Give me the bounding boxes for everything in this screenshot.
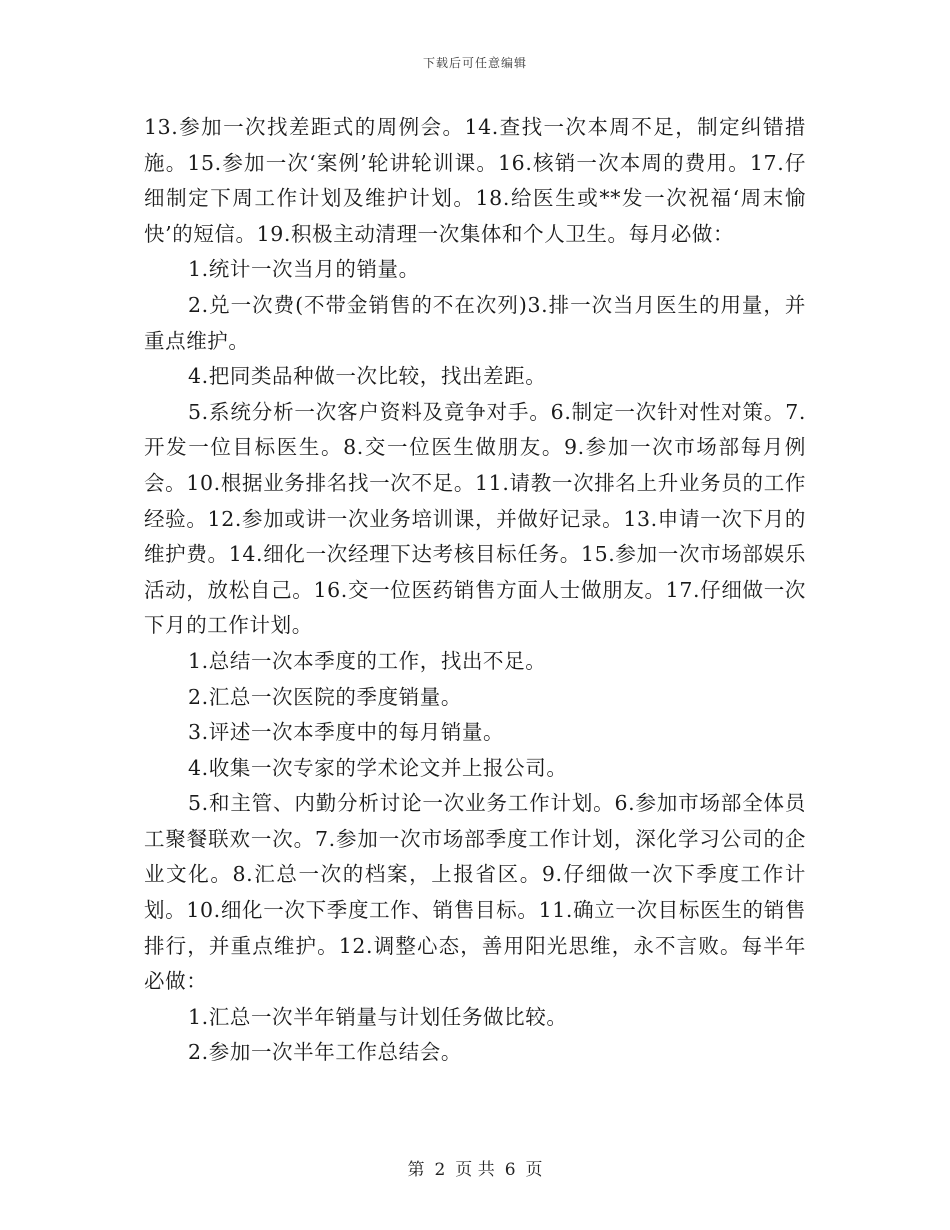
paragraph-quarterly-4: 4.收集一次专家的学术论文并上报公司。 bbox=[188, 755, 568, 780]
paragraph-halfyear-2: 2.参加一次半年工作总结会。 bbox=[188, 1040, 462, 1065]
paragraph-monthly-2: 2.兑一次费(不带金销售的不在次列)3.排一次当月医生的用量，并重点维护。 bbox=[144, 292, 806, 353]
page-footer bbox=[0, 1155, 950, 1180]
paragraph-weekly-tasks: 13.参加一次找差距式的周例会。14.查找一次本周不足，制定纠错措施。15.参加一次‘案例’轮讲轮训课。16.核销一次本周的费用。17.仔细制定下周工作计划及维护计划。18.给医生或**发一次祝福‘周末愉快’的短信。19.积极主动清理一次集体和个人卫生。每月必做： bbox=[144, 115, 806, 246]
paragraph-halfyear-1: 1.汇总一次半年销量与计划任务做比较。 bbox=[188, 1004, 568, 1029]
page-header: 下载后可任意编辑 bbox=[422, 56, 527, 70]
footer-suffix: 页 bbox=[525, 1160, 543, 1180]
paragraph-monthly-1: 1.统计一次当月的销量。 bbox=[188, 257, 420, 282]
paragraph-quarterly-1: 1.总结一次本季度的工作，找出不足。 bbox=[188, 648, 547, 673]
total-pages-number: 6 bbox=[504, 1160, 516, 1180]
paragraph-quarterly-3: 3.评述一次本季度中的每月销量。 bbox=[188, 720, 505, 745]
paragraph-quarterly-5: 5.和主管、内勤分析讨论一次业务工作计划。6.参加市场部全体员工聚餐联欢一次。7.参加一次市场部季度工作计划，深化学习公司的企业文化。8.汇总一次的档案，上报省区。9.仔细做一次下季度工作计划。10.细化一次下季度工作、销售目标。11.确立一次目标医生的销售排行，并重点维护。12.调整心态，善用阳光思维，永不言败。每半年必做： bbox=[144, 791, 806, 994]
footer-middle: 页 共 bbox=[455, 1160, 495, 1180]
paragraph-monthly-4: 4.把同类品种做一次比较，找出差距。 bbox=[188, 364, 547, 389]
footer-prefix: 第 bbox=[407, 1160, 425, 1180]
document-body bbox=[144, 110, 806, 1071]
current-page-number: 2 bbox=[434, 1160, 446, 1180]
paragraph-quarterly-2: 2.汇总一次医院的季度销量。 bbox=[188, 684, 462, 709]
paragraph-monthly-5: 5.系统分析一次客户资料及竟争对手。6.制定一次针对性对策。7.开发一位目标医生。8.交一位医生做朋友。9.参加一次市场部每月例会。10.根据业务排名找一次不足。11.请教一次排名上升业务员的工作经验。12.参加或讲一次业务培训课，并做好记录。13.申请一次下月的维护费。14.细化一次经理下达考核目标任务。15.参加一次市场部娱乐活动，放松自己。16.交一位医药销售方面人士做朋友。17.仔细做一次下月的工作计划。 bbox=[144, 399, 806, 638]
